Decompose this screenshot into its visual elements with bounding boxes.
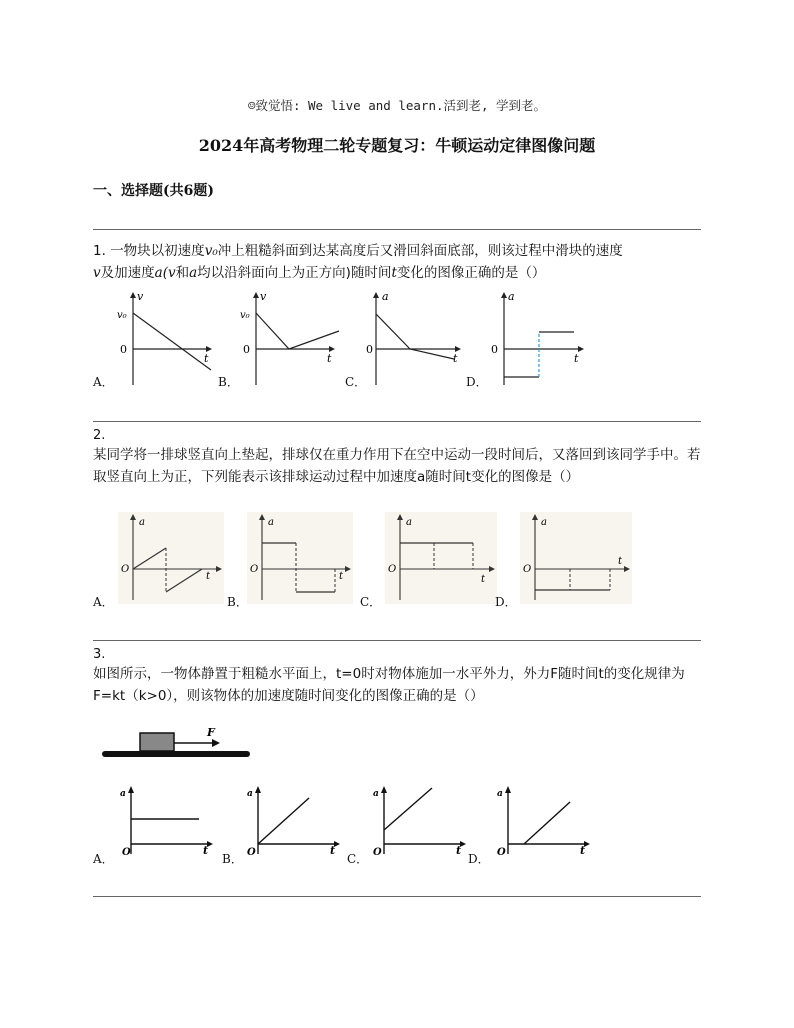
a-line xyxy=(384,788,432,830)
svg-text:O: O xyxy=(122,847,131,858)
label-v0: v₀ xyxy=(117,310,127,321)
svg-text:a: a xyxy=(508,290,515,303)
svg-text:0: 0 xyxy=(366,343,373,356)
q3-graph-c xyxy=(370,786,468,856)
q3-graph-b xyxy=(244,786,342,856)
svg-text:a: a xyxy=(541,517,547,528)
q3-graph-a xyxy=(117,786,215,856)
svg-text:t: t xyxy=(580,844,586,857)
option-a[interactable]: A． xyxy=(93,375,114,389)
option-d[interactable]: D． xyxy=(466,375,488,389)
svg-text:O: O xyxy=(121,564,130,575)
svg-text:O: O xyxy=(373,847,382,858)
svg-text:O: O xyxy=(497,847,506,858)
axis-label-v: v xyxy=(137,290,144,303)
svg-text:a: a xyxy=(497,789,503,799)
question-3-text: 如图所示，一物体静置于粗糙水平面上，t=0时对物体施加一水平外力，外力F随时间t的变化规律为F=kt（k>0），则该物体的加速度随时间变化的图像正确的是（） xyxy=(93,666,685,704)
svg-text:a: a xyxy=(382,290,389,303)
divider xyxy=(93,229,701,230)
a-line xyxy=(524,802,570,844)
svg-text:O: O xyxy=(250,564,259,575)
svg-text:O: O xyxy=(247,847,256,858)
v-line xyxy=(256,313,339,349)
svg-text:t: t xyxy=(339,571,344,582)
option-a[interactable]: A． xyxy=(93,852,114,866)
option-b[interactable]: B． xyxy=(227,595,248,609)
q3-graph-d xyxy=(494,786,592,856)
option-b[interactable]: B． xyxy=(218,375,239,389)
section-heading: 一、选择题(共6题) xyxy=(93,183,214,199)
svg-text:t: t xyxy=(574,352,579,365)
force-label: F xyxy=(207,726,215,739)
option-d[interactable]: D． xyxy=(468,852,490,866)
q2-graph-c xyxy=(385,512,497,604)
svg-text:t: t xyxy=(456,844,462,857)
option-c[interactable]: C． xyxy=(360,595,382,609)
svg-text:0: 0 xyxy=(491,343,498,356)
svg-text:a: a xyxy=(373,789,379,799)
svg-text:a: a xyxy=(120,789,126,799)
svg-text:t: t xyxy=(206,571,211,582)
divider xyxy=(93,421,701,422)
divider xyxy=(93,640,701,641)
motto: ☺致觉悟: We live and learn.活到老, 学到老。 xyxy=(247,98,547,113)
q2-graph-a xyxy=(118,512,224,604)
svg-text:t: t xyxy=(203,844,209,857)
question-1-text: 1. 一物块以初速度v₀冲上粗糙斜面到达某高度后又滑回斜面底部，则该过程中滑块的速度 v及加速度a(v和a均以沿斜面向上为正方向)随时间t变化的图像正确的是（） xyxy=(93,243,623,281)
svg-text:O: O xyxy=(388,564,397,575)
q1-graph-b xyxy=(236,292,346,387)
question-2-text: 某同学将一排球竖直向上垫起，排球仅在重力作用下在空中运动一段时间后，又落回到该同学手中。若取竖直向上为正，下列能表示该排球运动过程中加速度a随时间t变化的图像是（） xyxy=(93,447,701,485)
svg-text:O: O xyxy=(523,564,532,575)
svg-text:a: a xyxy=(247,789,253,799)
option-d[interactable]: D． xyxy=(495,595,517,609)
q1-graph-a xyxy=(113,292,223,387)
option-c[interactable]: C． xyxy=(345,375,367,389)
q1-graph-d xyxy=(486,292,596,387)
svg-text:a: a xyxy=(406,517,412,528)
block-on-surface-figure xyxy=(100,725,255,765)
svg-text:t: t xyxy=(330,844,336,857)
svg-text:a: a xyxy=(268,517,274,528)
option-a[interactable]: A． xyxy=(93,595,114,609)
option-b[interactable]: B． xyxy=(222,852,243,866)
q2-graph-d xyxy=(520,512,632,604)
svg-text:a: a xyxy=(139,517,145,528)
q2-graph-b xyxy=(247,512,353,604)
svg-text:0: 0 xyxy=(243,343,250,356)
svg-text:t: t xyxy=(618,556,623,567)
question-number: 3. xyxy=(93,647,106,662)
page-title: 2024年高考物理二轮专题复习：牛顿运动定律图像问题 xyxy=(198,136,596,155)
divider xyxy=(93,896,701,897)
svg-text:v₀: v₀ xyxy=(240,310,250,321)
a-line xyxy=(258,798,309,844)
v-line xyxy=(133,313,211,370)
rough-surface xyxy=(102,751,250,757)
axis-label-t: t xyxy=(204,352,209,365)
svg-text:t: t xyxy=(327,352,332,365)
q1-graph-c xyxy=(362,292,472,387)
label-zero: 0 xyxy=(120,343,127,356)
question-number: 2. xyxy=(93,428,106,443)
svg-text:t: t xyxy=(481,574,486,585)
svg-text:t: t xyxy=(453,352,458,365)
svg-text:v: v xyxy=(260,290,267,303)
block xyxy=(140,733,174,751)
question-number: 1. xyxy=(93,243,106,259)
option-c[interactable]: C． xyxy=(347,852,369,866)
a-line xyxy=(376,314,454,359)
